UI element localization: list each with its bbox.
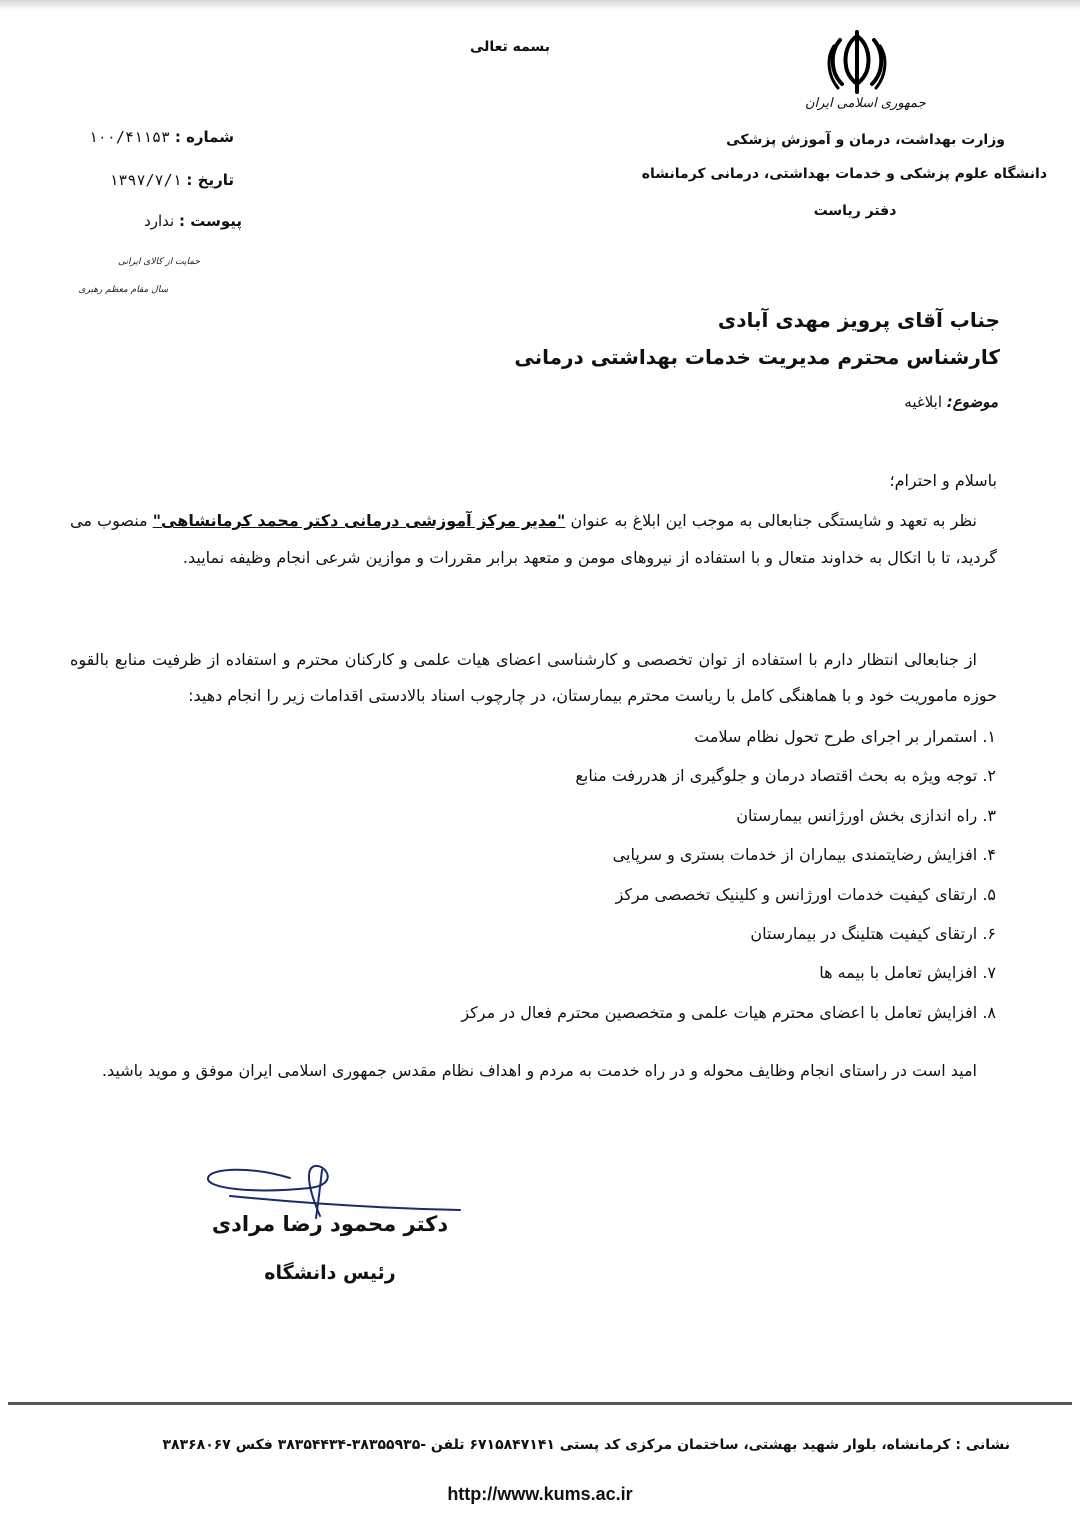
list-item: ۵. ارتقای کیفیت خدمات اورژانس و کلینیک تخصصی مرکز — [615, 884, 996, 904]
list-item: ۴. افزایش رضایتمندی بیماران از خدمات بستری و سرپایی — [612, 845, 996, 865]
letter-date-label: تاریخ : — [186, 171, 234, 189]
list-item: ۱. استمرار بر اجرای طرح تحول نظام سلامت — [694, 727, 996, 746]
office-name: دفتر ریاست — [813, 203, 897, 219]
ministry-name: وزارت بهداشت، درمان و آموزش پزشکی — [726, 132, 1005, 148]
appointment-text-end: منصوب می گردید، تا با اتکال به خداوند متعال و با استفاده از نیروهای مومن و متعهد برابر مقررات و موازین شرعی انجام وظیفه نمایید. — [70, 511, 997, 567]
list-item: ۷. افزایش تعامل با بیمه ها — [819, 963, 996, 983]
addressee-name: جناب آقای پرویز مهدی آبادی — [717, 308, 1000, 332]
addressee-title: کارشناس محترم مدیریت خدمات بهداشتی درمانی — [514, 345, 1000, 369]
subject-line — [904, 393, 998, 411]
letter-attachment — [144, 212, 242, 230]
appointment-text-start: نظر به تعهد و شایستگی جنابعالی به موجب این ابلاغ به عنوان — [565, 511, 978, 530]
list-item: ۶. ارتقای کیفیت هتلینگ در بیمارستان — [750, 923, 996, 943]
letter-number-value: ۱۰۰/۴۱۱۵۳ — [88, 128, 171, 146]
letter-number-label: شماره : — [174, 128, 234, 146]
greeting: باسلام و احترام؛ — [889, 471, 997, 490]
letter-number — [89, 128, 234, 146]
iran-emblem-icon — [822, 30, 892, 98]
letter-date-value: ۱۳۹۷/۷/۱ — [109, 171, 182, 189]
appointment-paragraph — [70, 502, 997, 576]
handwritten-signature — [190, 1158, 465, 1220]
expectations-paragraph: از جنابعالی انتظار دارم با استفاده از توان تخصصی و کارشناسی اعضای هیات علمی و کارکنان محترم و استفاده از ظرفیت منابع بالقوه حوزه ماموریت خود و با هماهنگی کامل با ریاست محترم بیمارستان، در چارچوب اسناد بالادستی اقدامات زیر را انجام دهید: — [70, 650, 997, 705]
subject-value: ابلاغیه — [904, 393, 942, 411]
bismillah-heading: بسمه تعالی — [469, 39, 551, 55]
letter-date — [109, 171, 234, 189]
attachment-label: پیوست : — [178, 212, 242, 230]
subject-label: موضوع: — [946, 393, 998, 411]
list-item: ۸. افزایش تعامل با اعضای محترم هیات علمی و متخصصین محترم فعال در مرکز — [461, 1002, 996, 1022]
slogan-note-2: سال مقام معظم رهبری — [78, 285, 168, 295]
footer-address: نشانی : کرمانشاه، بلوار شهید بهشتی، ساختمان مرکزی کد پستی ۶۷۱۵۸۴۷۱۴۱ تلفن -۳۸۳۵۵۹۳۵-۳۸۳۵۴۴۳۴ فکس ۳۸۳۶۸۰۶۷ — [162, 1437, 1010, 1453]
emblem-caption: جمهوری اسلامی ایران — [805, 96, 926, 111]
signer-title: رئیس دانشگاه — [264, 1262, 396, 1284]
list-item: ۳. راه اندازی بخش اورژانس بیمارستان — [736, 805, 996, 825]
footer-divider — [8, 1402, 1072, 1405]
list-item: ۲. توجه ویژه به بحث اقتصاد درمان و جلوگیری از هدررفت منابع — [575, 766, 996, 786]
action-list — [461, 717, 996, 1032]
university-name: دانشگاه علوم پزشکی و خدمات بهداشتی، درمانی کرمانشاه — [641, 166, 1047, 182]
slogan-note-1: حمایت از کالای ایرانی — [118, 257, 200, 267]
signer-name: دکتر محمود رضا مرادی — [211, 1212, 449, 1236]
appointed-position: "مدیر مرکز آموزشی درمانی دکتر محمد کرمانشاهی" — [152, 511, 566, 530]
attachment-value: ندارد — [144, 212, 175, 230]
footer-website: http://www.kums.ac.ir — [447, 1484, 633, 1504]
scan-top-shadow — [0, 0, 1080, 10]
closing-paragraph: امید است در راستای انجام وظایف محوله و در راه خدمت به مردم و اهداف نظام مقدس جمهوری اسلامی ایران موفق و موید باشید. — [101, 1061, 977, 1080]
